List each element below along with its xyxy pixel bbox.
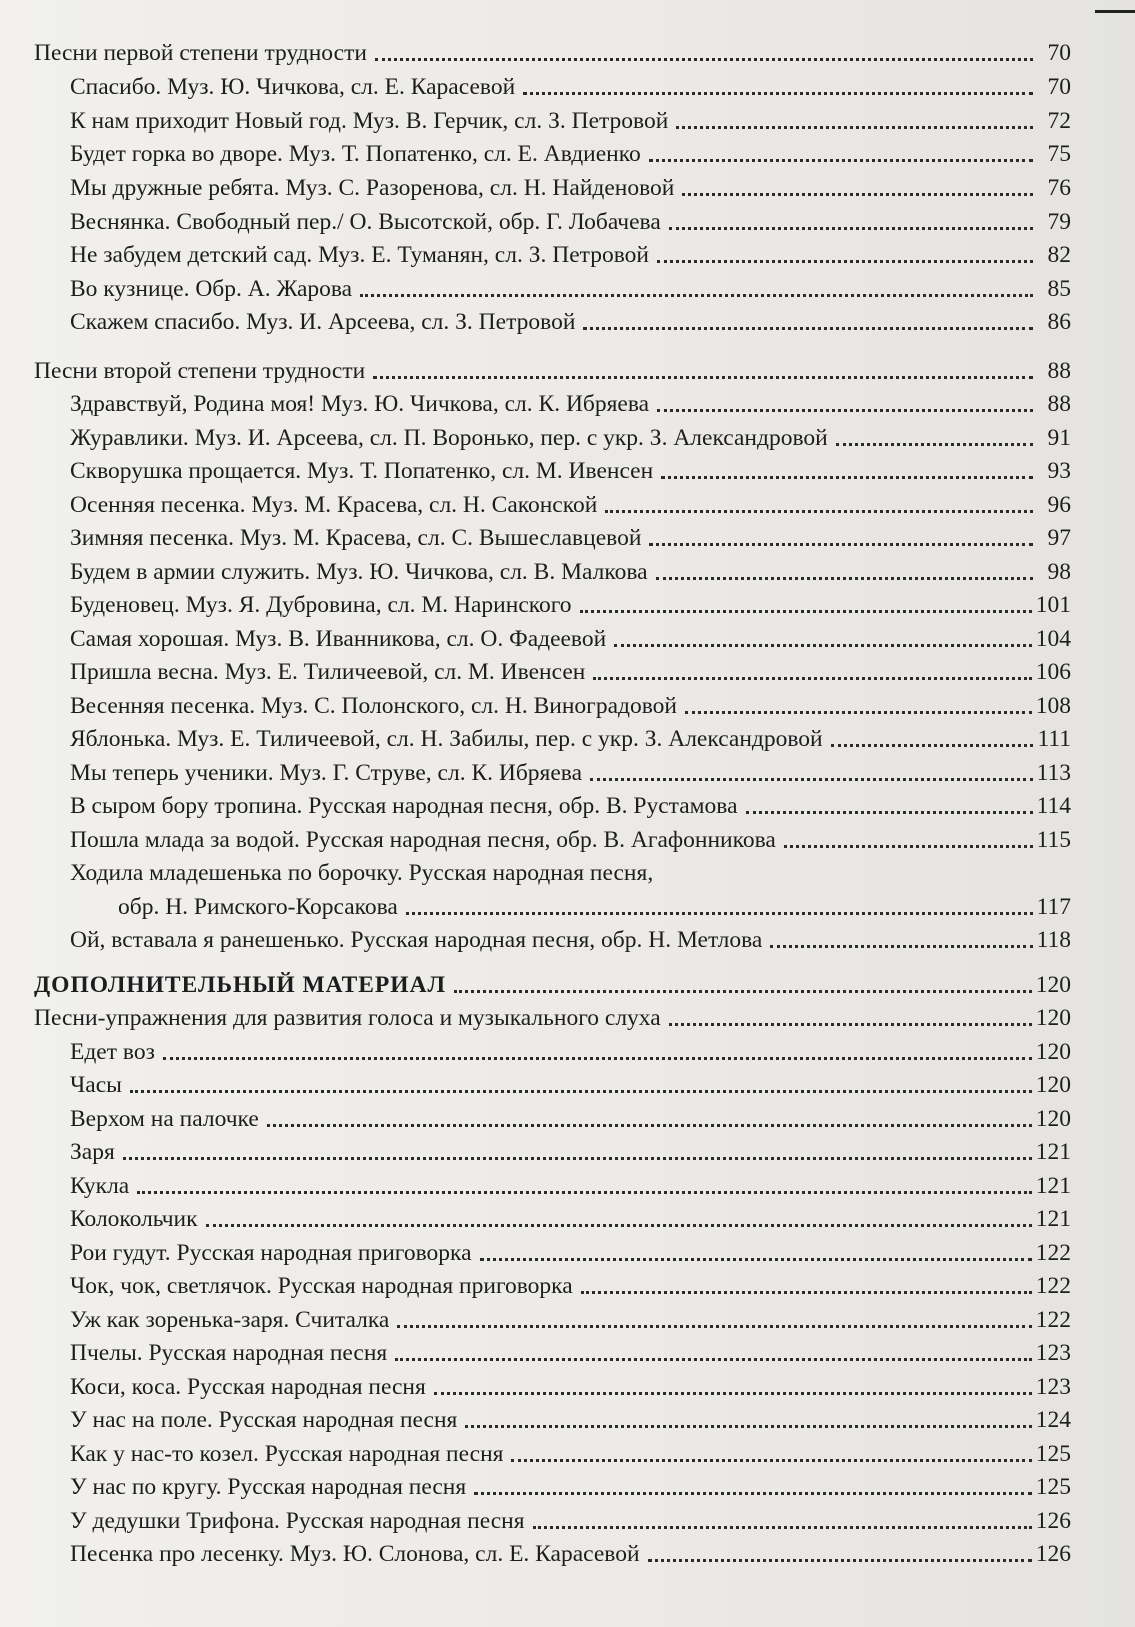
entry-title: Чок, чок, светлячок. Русская народная приговорка bbox=[70, 1273, 573, 1299]
page-number: 121 bbox=[1035, 1206, 1071, 1232]
entry-title: Пчелы. Русская народная песня bbox=[70, 1340, 388, 1366]
page-number: 115 bbox=[1036, 827, 1071, 853]
dot-leader bbox=[533, 1525, 1032, 1529]
page-number: 122 bbox=[1035, 1240, 1071, 1266]
dot-leader bbox=[580, 609, 1032, 613]
dot-leader bbox=[836, 442, 1033, 446]
dot-leader bbox=[685, 710, 1032, 714]
page-number: 120 bbox=[1035, 1039, 1071, 1065]
page-number: 86 bbox=[1047, 309, 1071, 335]
toc-entry bbox=[70, 687, 1071, 721]
toc-entry bbox=[70, 102, 1071, 136]
entry-title: Веснянка. Свободный пер./ О. Высотской, обр. Г. Лобачева bbox=[70, 209, 661, 235]
entry-title: Самая хорошая. Муз. В. Иванникова, сл. О. Фадеевой bbox=[70, 626, 607, 652]
page-number: 85 bbox=[1047, 276, 1071, 302]
page-number: 91 bbox=[1047, 425, 1071, 451]
entry-title: Песни первой степени трудности bbox=[34, 40, 367, 66]
dot-leader bbox=[511, 1458, 1031, 1462]
dot-leader bbox=[656, 576, 1033, 580]
toc-entry bbox=[70, 1234, 1071, 1268]
entry-title: Пришла весна. Муз. Е. Тиличеевой, сл. М. Ивенсен bbox=[70, 659, 586, 685]
entry-title: Не забудем детский сад. Муз. Е. Туманян, сл. З. Петровой bbox=[70, 242, 649, 268]
toc-entry bbox=[70, 1133, 1071, 1167]
dot-leader bbox=[474, 1491, 1032, 1495]
page-number: 122 bbox=[1035, 1273, 1071, 1299]
toc-entry bbox=[70, 1066, 1071, 1100]
toc-entry bbox=[70, 1535, 1071, 1569]
toc-entry bbox=[70, 1033, 1071, 1067]
dot-leader bbox=[397, 1324, 1031, 1328]
entry-title: Песенка про лесенку. Муз. Ю. Слонова, сл. Е. Карасевой bbox=[70, 1541, 640, 1567]
page-number: 123 bbox=[1035, 1340, 1071, 1366]
entry-title: Колокольчик bbox=[70, 1206, 198, 1232]
page-number: 123 bbox=[1035, 1374, 1071, 1400]
page-number: 75 bbox=[1047, 141, 1071, 167]
page-number: 82 bbox=[1047, 242, 1071, 268]
entry-title: Яблонька. Муз. Е. Тиличеевой, сл. Н. Забилы, пер. с укр. З. Александровой bbox=[70, 726, 823, 752]
toc-entry bbox=[70, 1200, 1071, 1234]
toc-entry bbox=[70, 452, 1071, 486]
entry-title: Заря bbox=[70, 1139, 115, 1165]
page-number: 117 bbox=[1036, 894, 1071, 920]
page-number: 70 bbox=[1047, 74, 1071, 100]
entry-title: Рои гудут. Русская народная приговорка bbox=[70, 1240, 472, 1266]
dot-leader bbox=[831, 743, 1033, 747]
toc-entry bbox=[70, 1167, 1071, 1201]
page-number: 125 bbox=[1035, 1441, 1071, 1467]
toc-entry bbox=[70, 653, 1071, 687]
toc-entry bbox=[70, 553, 1071, 587]
toc-entry bbox=[70, 754, 1071, 788]
toc-entry bbox=[70, 135, 1071, 169]
dot-leader bbox=[123, 1156, 1032, 1160]
toc-entry bbox=[70, 203, 1071, 237]
toc-entry bbox=[70, 486, 1071, 520]
page-number: 108 bbox=[1035, 693, 1071, 719]
dot-leader bbox=[465, 1424, 1031, 1428]
toc-entry bbox=[70, 586, 1071, 620]
entry-title: Осенняя песенка. Муз. М. Красева, сл. Н. Саконской bbox=[70, 492, 598, 518]
toc-entry bbox=[70, 385, 1071, 419]
entry-title: У нас на поле. Русская народная песня bbox=[70, 1407, 458, 1433]
dot-leader bbox=[648, 1558, 1032, 1562]
entry-title: Зимняя песенка. Муз. М. Красева, сл. С. Вышеславцевой bbox=[70, 525, 642, 551]
page-number: 121 bbox=[1035, 1173, 1071, 1199]
page-number: 120 bbox=[1035, 1106, 1071, 1132]
dot-leader bbox=[770, 944, 1032, 948]
dot-leader bbox=[649, 542, 1033, 546]
entry-title: Скворушка прощается. Муз. Т. Попатенко, сл. М. Ивенсен bbox=[70, 458, 654, 484]
entry-title: У дедушки Трифона. Русская народная песня bbox=[70, 1508, 525, 1534]
page-number: 114 bbox=[1036, 793, 1071, 819]
dot-leader bbox=[784, 844, 1033, 848]
page-number: 113 bbox=[1036, 760, 1071, 786]
entry-title: Мы дружные ребята. Муз. С. Разоренова, сл. Н. Найденовой bbox=[70, 175, 675, 201]
entry-title: Пошла млада за водой. Русская народная песня, обр. В. Агафонникова bbox=[70, 827, 776, 853]
dot-leader bbox=[406, 911, 1033, 915]
dot-leader bbox=[657, 408, 1033, 412]
entry-title: Буденовец. Муз. Я. Дубровина, сл. М. Наринского bbox=[70, 592, 572, 618]
page-number: 79 bbox=[1047, 209, 1071, 235]
toc-entry bbox=[70, 419, 1071, 453]
page-number: 88 bbox=[1047, 391, 1071, 417]
toc-entry bbox=[70, 1301, 1071, 1335]
dot-leader bbox=[137, 1190, 1032, 1194]
entry-title: Ходила младешенька по борочку. Русская народная песня, bbox=[70, 860, 654, 886]
toc-entry bbox=[70, 1100, 1071, 1134]
dot-leader bbox=[206, 1223, 1032, 1227]
entry-title: Журавлики. Муз. И. Арсеева, сл. П. Воронько, пер. с укр. З. Александровой bbox=[70, 425, 828, 451]
toc-entry bbox=[70, 270, 1071, 304]
entry-title: Верхом на палочке bbox=[70, 1106, 259, 1132]
entry-title: В сыром бору тропина. Русская народная песня, обр. В. Рустамова bbox=[70, 793, 738, 819]
dot-leader bbox=[605, 509, 1033, 513]
dot-leader bbox=[593, 676, 1031, 680]
entry-title: Во кузнице. Обр. А. Жарова bbox=[70, 276, 353, 302]
toc-entry bbox=[70, 1267, 1071, 1301]
dot-leader bbox=[682, 192, 1033, 196]
entry-title: Часы bbox=[70, 1072, 122, 1098]
toc-entry bbox=[70, 236, 1071, 270]
dot-leader bbox=[661, 475, 1033, 479]
toc-entry bbox=[70, 787, 1071, 821]
page-number: 98 bbox=[1047, 559, 1071, 585]
page-number: 101 bbox=[1035, 592, 1071, 618]
entry-title: Ой, вставала я ранешенько. Русская народная песня, обр. Н. Метлова bbox=[70, 927, 763, 953]
dot-leader bbox=[657, 259, 1033, 263]
dot-leader bbox=[523, 91, 1033, 95]
entry-title: Скажем спасибо. Муз. И. Арсеева, сл. З. Петровой bbox=[70, 309, 576, 335]
page-number: 118 bbox=[1036, 927, 1071, 953]
page-number: 122 bbox=[1035, 1307, 1071, 1333]
entry-title: Песни-упражнения для развития голоса и музыкального слуха bbox=[34, 1005, 661, 1031]
entry-title: У нас по кругу. Русская народная песня bbox=[70, 1474, 467, 1500]
entry-title: К нам приходит Новый год. Муз. В. Герчик, сл. З. Петровой bbox=[70, 108, 669, 134]
entry-title: Будет горка во дворе. Муз. Т. Попатенко, сл. Е. Авдиенко bbox=[70, 141, 641, 167]
toc-entry bbox=[70, 1334, 1071, 1368]
dot-leader bbox=[746, 810, 1033, 814]
entry-title: Кукла bbox=[70, 1173, 130, 1199]
toc-entry bbox=[70, 303, 1071, 337]
entry-title: Спасибо. Муз. Ю. Чичкова, сл. Е. Карасевой bbox=[70, 74, 516, 100]
toc-entry bbox=[70, 1368, 1071, 1402]
entry-title: Едет воз bbox=[70, 1039, 155, 1065]
page-number: 70 bbox=[1047, 40, 1071, 66]
dot-leader bbox=[676, 125, 1033, 129]
dot-leader bbox=[669, 226, 1033, 230]
toc-entry bbox=[70, 854, 1071, 888]
toc-entry bbox=[70, 169, 1071, 203]
page-number: 88 bbox=[1047, 358, 1071, 384]
dot-leader bbox=[375, 57, 1033, 61]
dot-leader bbox=[434, 1391, 1032, 1395]
page-number: 120 bbox=[1035, 1005, 1071, 1031]
toc-section bbox=[34, 999, 1071, 1033]
page-number: 120 bbox=[1035, 1072, 1071, 1098]
toc-entry bbox=[70, 720, 1071, 754]
top-rule bbox=[1095, 10, 1135, 13]
page-number: 126 bbox=[1035, 1508, 1071, 1534]
entry-title: Как у нас-то козел. Русская народная песня bbox=[70, 1441, 504, 1467]
dot-leader bbox=[454, 989, 1032, 993]
page-number: 111 bbox=[1037, 726, 1071, 752]
page-number: 106 bbox=[1035, 659, 1071, 685]
page-number: 76 bbox=[1047, 175, 1071, 201]
dot-leader bbox=[267, 1123, 1032, 1127]
dot-leader bbox=[583, 326, 1033, 330]
entry-title: Коси, коса. Русская народная песня bbox=[70, 1374, 426, 1400]
toc-entry bbox=[70, 1502, 1071, 1536]
page-number: 124 bbox=[1035, 1407, 1071, 1433]
dot-leader bbox=[130, 1089, 1032, 1093]
page-number: 125 bbox=[1035, 1474, 1071, 1500]
toc-section bbox=[34, 34, 1071, 68]
page-number: 126 bbox=[1035, 1541, 1071, 1567]
toc-entry bbox=[70, 821, 1071, 855]
entry-title: Песни второй степени трудности bbox=[34, 358, 366, 384]
dot-leader bbox=[163, 1056, 1032, 1060]
page-number: 72 bbox=[1047, 108, 1071, 134]
dot-leader bbox=[614, 643, 1032, 647]
dot-leader bbox=[581, 1290, 1032, 1294]
page-number: 121 bbox=[1035, 1139, 1071, 1165]
dot-leader bbox=[669, 1022, 1032, 1026]
dot-leader bbox=[649, 158, 1033, 162]
toc-entry bbox=[70, 519, 1071, 553]
entry-title: Уж как зоренька-заря. Считалка bbox=[70, 1307, 390, 1333]
toc-entry bbox=[70, 921, 1071, 955]
toc-entry bbox=[70, 1468, 1071, 1502]
entry-title: Здравствуй, Родина моя! Муз. Ю. Чичкова, сл. К. Ибряева bbox=[70, 391, 650, 417]
entry-title: ДОПОЛНИТЕЛЬНЫЙ МАТЕРИАЛ bbox=[34, 972, 447, 998]
page-number: 97 bbox=[1047, 525, 1071, 551]
page-number: 104 bbox=[1035, 626, 1071, 652]
toc-entry bbox=[70, 1401, 1071, 1435]
toc-entry bbox=[118, 888, 1071, 922]
dot-leader bbox=[360, 293, 1033, 297]
entry-title: Мы теперь ученики. Муз. Г. Струве, сл. К. Ибряева bbox=[70, 760, 582, 786]
entry-title: Весенняя песенка. Муз. С. Полонского, сл. Н. Виноградовой bbox=[70, 693, 677, 719]
toc-entry bbox=[70, 68, 1071, 102]
dot-leader bbox=[590, 777, 1033, 781]
page-number: 93 bbox=[1047, 458, 1071, 484]
page-number: 96 bbox=[1047, 492, 1071, 518]
entry-title: Будем в армии служить. Муз. Ю. Чичкова, сл. В. Малкова bbox=[70, 559, 648, 585]
dot-leader bbox=[395, 1357, 1032, 1361]
entry-title: обр. Н. Римского-Корсакова bbox=[118, 894, 398, 920]
dot-leader bbox=[373, 375, 1033, 379]
toc-section bbox=[34, 352, 1071, 386]
toc-section bbox=[34, 966, 1071, 1000]
toc-entry bbox=[70, 620, 1071, 654]
page-number: 120 bbox=[1035, 972, 1071, 998]
toc-entry bbox=[70, 1435, 1071, 1469]
dot-leader bbox=[480, 1257, 1032, 1261]
